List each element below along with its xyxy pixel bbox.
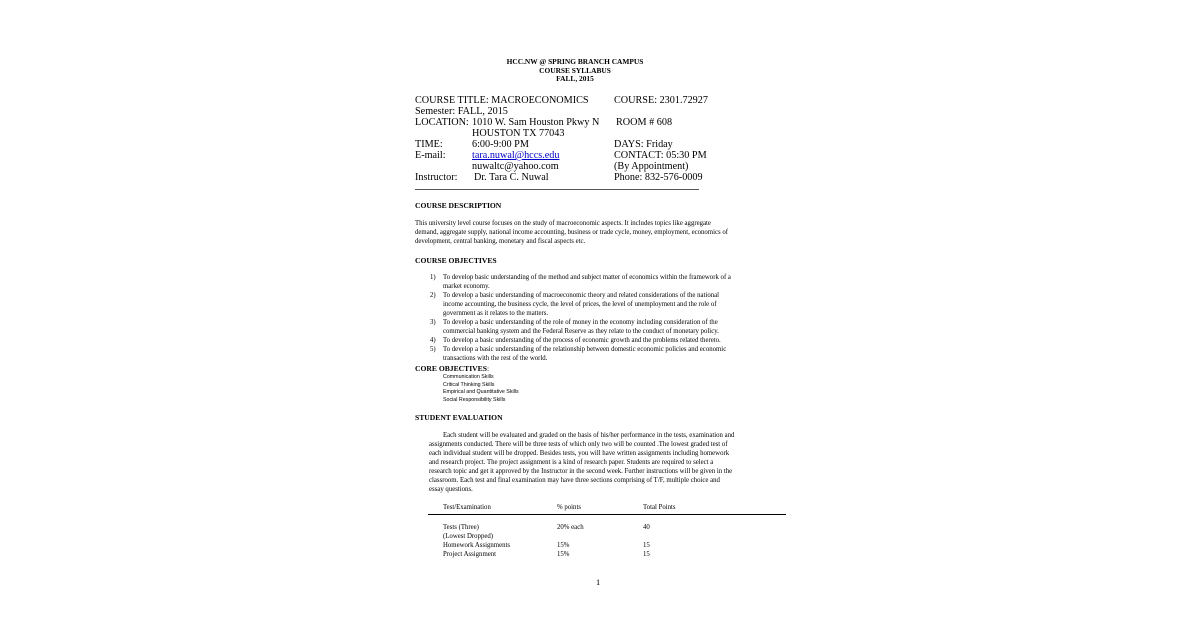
course-code: COURSE: 2301.72927	[614, 95, 708, 106]
email-link[interactable]: tara.nuwal@hccs.edu	[472, 150, 560, 161]
email-label: E-mail:	[415, 150, 446, 161]
header-campus: HCC.NW @ SPRING BRANCH CAMPUS	[506, 57, 644, 66]
objective-number: 3)	[430, 319, 436, 326]
core-objectives-title: CORE OBJECTIVES	[415, 364, 487, 373]
table-cell-total: 40	[643, 524, 650, 531]
objective-number: 1)	[430, 274, 436, 281]
contact-time: CONTACT: 05:30 PM	[614, 150, 707, 161]
evaluation-text	[429, 431, 789, 494]
table-cell-total: 15	[643, 551, 650, 558]
time-label: TIME:	[415, 139, 443, 150]
core-item: Communication Skills	[443, 374, 494, 380]
location-city: HOUSTON TX 77043	[472, 128, 565, 139]
objective-item	[415, 345, 785, 363]
objective-line: To develop basic understanding of the method and subject matter of economics within the framework of a	[443, 274, 731, 281]
core-objectives-colon: :	[486, 364, 490, 373]
objective-line: income accounting, the business cycle, the level of prices, the level of unemployment and the role of	[443, 301, 717, 308]
objective-line: To develop a basic understanding of the process of economic growth and the problems related thereto.	[443, 337, 721, 344]
divider	[415, 189, 699, 190]
objective-item	[415, 336, 785, 345]
table-rule	[428, 514, 786, 515]
header-title: COURSE SYLLABUS	[539, 65, 611, 75]
evaluation-line: each individual student will be dropped. Besides tests, you will have written assignments including homework	[429, 450, 730, 457]
core-objectives-heading	[415, 364, 489, 373]
table-cell-total: 15	[643, 542, 650, 549]
instructor-name: Dr. Tara C. Nuwal	[474, 172, 549, 183]
core-item: Social Responsibility Skills	[443, 396, 506, 403]
core-item: Empirical and Quantitative Skills	[443, 389, 519, 396]
table-header-test: Test/Examination	[443, 504, 491, 511]
objective-line: To develop a basic understanding of the role of money in the economy including consideration of the	[443, 319, 718, 326]
core-objectives-list	[443, 374, 519, 404]
semester: Semester: FALL, 2015	[415, 106, 508, 117]
description-line: demand, aggregate supply, national income accounting, business or trade cycle, money, employment, economics of	[415, 229, 729, 236]
objective-item	[415, 318, 785, 336]
page-number: 1	[596, 578, 601, 587]
student-evaluation-heading: STUDENT EVALUATION	[415, 413, 503, 422]
evaluation-line: Each student will be evaluated and graded on the basis of his/her performance in the tests, examination and	[443, 432, 735, 439]
evaluation-line: and research project. The project assignment is a kind of research paper. Students are required to select a	[429, 459, 714, 466]
table-cell-pct: 20% each	[557, 524, 584, 531]
objective-number: 2)	[430, 292, 436, 299]
table-cell-pct: 15%	[557, 542, 570, 549]
email-alt: nuwaltc@yahoo.com	[472, 161, 559, 172]
table-cell-item: Homework Assignments	[443, 542, 511, 549]
header-term: FALL, 2015	[556, 74, 594, 83]
objective-number: 5)	[430, 346, 436, 353]
objective-item	[415, 273, 785, 291]
table-cell-item: Tests (Three)	[443, 524, 479, 531]
objectives-list	[415, 273, 785, 363]
table-header-points: % points	[557, 504, 581, 511]
objective-item	[415, 291, 785, 318]
objective-line: To develop a basic understanding of macroeconomic theory and related considerations of the national	[443, 292, 720, 299]
class-days: DAYS: Friday	[614, 139, 673, 150]
room-number: ROOM # 608	[616, 117, 673, 128]
evaluation-line: assignments conducted. There will be three tests of which only two will be counted .The lowest graded test of	[429, 441, 728, 448]
table-cell-pct: 15%	[557, 551, 570, 558]
objective-number: 4)	[430, 337, 436, 344]
objective-line: commercial banking system and the Federal Reserve as they relate to the conduct of monetary policy.	[443, 328, 719, 335]
location-street: 1010 W. Sam Houston Pkwy N	[472, 117, 600, 128]
table-cell-item: Project Assignment	[443, 551, 497, 558]
description-line: This university level course focuses on the study of macroeconomic aspects. It includes topics like aggregate	[415, 220, 711, 227]
instructor-label: Instructor:	[415, 172, 458, 183]
table-header-total: Total Points	[643, 504, 676, 511]
appointment-note: (By Appointment)	[614, 161, 689, 172]
course-description-heading: COURSE DESCRIPTION	[415, 201, 502, 210]
table-cell-item: (Lowest Dropped)	[443, 533, 494, 540]
evaluation-line: classroom. Each test and final examination may have three sections comprising of T/F, multiple choice and	[429, 477, 720, 484]
core-item: Critical Thinking Skills	[443, 381, 495, 388]
course-objectives-heading: COURSE OBJECTIVES	[415, 256, 497, 265]
objective-line: transactions with the rest of the world.	[443, 355, 548, 362]
syllabus-header	[415, 58, 735, 84]
objective-line: government as it relates to the matters.	[443, 310, 549, 317]
location-label: LOCATION:	[415, 117, 469, 128]
objective-line: To develop a basic understanding of the relationship between domestic economic policies and economic	[443, 346, 727, 353]
instructor-phone: Phone: 832-576-0009	[614, 172, 703, 183]
course-description-text	[415, 219, 795, 246]
evaluation-line: essay questions.	[429, 486, 473, 493]
time-value: 6:00-9:00 PM	[472, 139, 529, 150]
description-line: development, central banking, monetary and fiscal aspects etc.	[415, 238, 586, 245]
objective-line: market economy.	[443, 283, 490, 290]
course-title: COURSE TITLE: MACROECONOMICS	[415, 95, 589, 106]
evaluation-line: research topic and get it approved by the Instructor in the second week. Further instructions will be given in the	[429, 468, 733, 475]
